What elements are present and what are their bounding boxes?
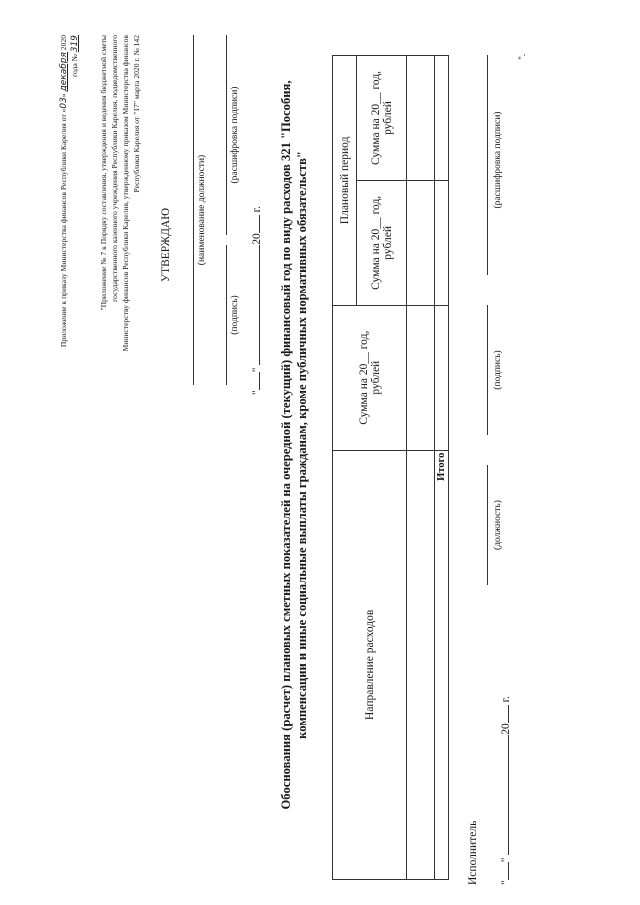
order-appendix-line1: Приложение к приказу Министерства финансов Республики Карелия от «03» декабря 2020 <box>59 35 69 348</box>
executor-date <box>500 696 512 885</box>
appendix-note-line: "Приложение № 7 к Порядку составления, утверждения и ведения бюджетной сметы <box>99 35 108 311</box>
cell-sum-plan2 <box>407 56 435 181</box>
handwritten-order-number: 319 <box>70 35 80 53</box>
handwritten-month: декабря <box>59 52 69 92</box>
appendix-note-line: Министерству финансов Республики Карелия, утвержденному приказом Министерства финансов <box>121 35 130 352</box>
executor-signature-line <box>487 305 488 435</box>
cell-sum-plan1 <box>407 180 435 305</box>
executor-end-quote: ". <box>518 53 528 60</box>
approve-date <box>251 206 263 395</box>
executor-date-century: 20 <box>500 723 512 735</box>
executor-signature-caption: (подпись) <box>493 350 503 390</box>
header-sum-plan1-label: Сумма на 20__ год, рублей <box>369 195 394 290</box>
total-label <box>435 450 449 879</box>
executor-date-quote-open: " <box>500 880 512 885</box>
document-title-line2: компенсации и иные социальные выплаты гражданам, кроме публичных нормативных обязательств" <box>295 151 309 739</box>
appendix-note-line: государственного казенного учреждения Республики Карелия, подведомственного <box>110 35 119 302</box>
cell-sum-current <box>407 305 435 450</box>
approve-position-line <box>193 35 194 385</box>
header-sum-plan2-label: Сумма на 20__ год, рублей <box>369 70 394 165</box>
approve-decoding-caption: (расшифровка подписи) <box>230 86 240 184</box>
header-sum-plan1 <box>357 180 407 305</box>
executor-date-quote-close: " <box>500 857 512 863</box>
header-direction: Направление расходов <box>333 450 407 879</box>
total-sum-plan2 <box>435 56 449 181</box>
date-suffix: г. <box>251 206 263 213</box>
order-appendix-text: Приложение к приказу Министерства финансов Республики Карелия от « <box>59 108 68 348</box>
header-sum-current-label: Сумма на 20__ год, рублей <box>357 330 382 425</box>
executor-date-suffix: г. <box>500 696 512 703</box>
header-sum-current <box>333 305 407 450</box>
expenses-table <box>332 55 449 880</box>
total-label-text: Итого <box>436 452 447 481</box>
document-title-line1: Обоснования (расчет) плановых сметных показателей на очередной (текущий) финансовый год по виду расходов 321 "Пособия, <box>279 80 293 810</box>
approve-position-caption: (наименование должности) <box>197 154 207 266</box>
header-sum-plan2 <box>357 56 407 181</box>
appendix-note-line: Республики Карелия от "17" марта 2020 г. № 142 <box>132 35 141 193</box>
total-sum-plan1 <box>435 180 449 305</box>
date-century: 20 <box>251 233 263 245</box>
order-year: 2020 <box>59 35 68 51</box>
executor-label: Исполнитель <box>467 820 479 885</box>
order-appendix-line2 <box>69 35 81 305</box>
appendix-note <box>98 35 142 465</box>
executor-position-line <box>487 465 488 585</box>
cell-direction <box>407 450 435 879</box>
document-title <box>278 5 310 885</box>
approve-signature-caption: (подпись) <box>230 295 240 335</box>
table-row <box>407 56 435 880</box>
approve-signature-line <box>226 245 227 385</box>
total-sum-current <box>435 305 449 450</box>
order-number-prefix: года № <box>70 54 79 77</box>
handwritten-day: 03 <box>59 97 69 109</box>
executor-decoding-caption: (расшифровка подписи) <box>493 111 503 209</box>
header-planned-period: Плановый период <box>333 56 357 306</box>
date-quote-open: " <box>251 390 263 395</box>
total-row <box>435 56 449 880</box>
executor-position-caption: (должность) <box>493 500 503 550</box>
approve-decoding-line <box>226 35 227 235</box>
executor-decoding-line <box>487 55 488 275</box>
date-quote-close: " <box>251 367 263 373</box>
approve-title: УТВЕРЖДАЮ <box>160 207 172 283</box>
